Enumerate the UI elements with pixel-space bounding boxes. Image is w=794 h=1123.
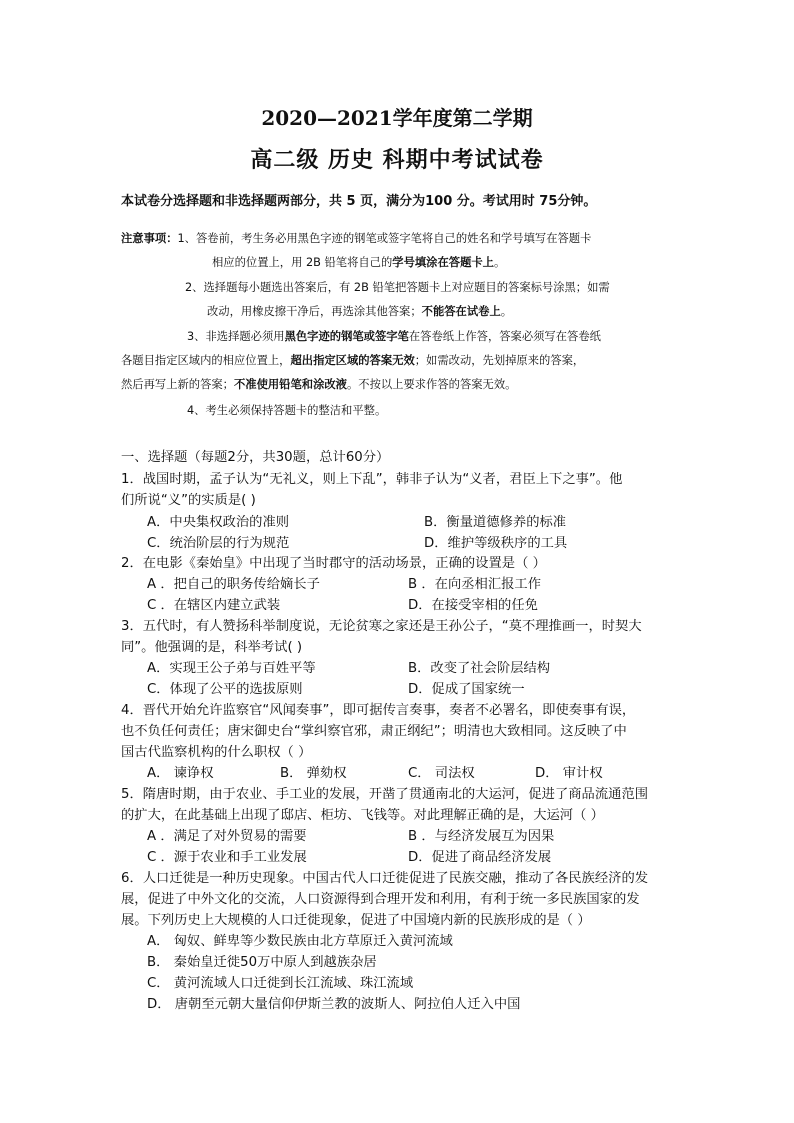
exam-intro: 本试卷分选择题和非选择题两部分，共 5 页，满分为100 分。考试用时 75分钟。 bbox=[121, 194, 597, 209]
question-4-option-b: B． 弹劾权 bbox=[280, 766, 347, 781]
note-1-text-a: 1、答卷前，考生务必用黑色字迹的钢笔或签字笔将自己的姓名和学号填写在答题卡 bbox=[177, 232, 592, 245]
question-4-option-c: C． 司法权 bbox=[408, 766, 475, 781]
note-1-line-1 bbox=[121, 230, 591, 246]
note-3-text-c: 然后再写上新的答案； bbox=[121, 378, 234, 391]
exam-subject-title: 高二级 历史 科期中考试试卷 bbox=[250, 147, 544, 173]
question-6-line-2: 展，促进了中外文化的交流，人口资源得到合理开发和利用，有利于统一多民族国家的发 bbox=[121, 892, 640, 907]
question-4-option-d: D． 审计权 bbox=[535, 766, 603, 781]
note-2-end: 。 bbox=[500, 305, 513, 318]
question-1-option-c: C．统治阶层的行为规范 bbox=[147, 536, 290, 551]
question-5-option-b: B ．与经济发展互为因果 bbox=[408, 829, 555, 844]
question-2-option-a: A ．把自己的职务传给嫡长子 bbox=[147, 577, 320, 592]
question-1-option-a: A．中央集权政治的准则 bbox=[147, 515, 290, 530]
note-3-bold-c: 不准使用铅笔和涂改液 bbox=[233, 378, 347, 391]
note-3-text-c2: 。不按以上要求作答的答案无效。 bbox=[346, 378, 517, 391]
note-2-line-1 bbox=[185, 279, 610, 295]
note-3-text-b: 各题目指定区域内的相应位置上， bbox=[121, 354, 291, 367]
question-2-line-1: 2．在电影《秦始皇》中出现了当时郡守的活动场景，正确的设置是（ ） bbox=[121, 556, 546, 571]
note-2-line-2 bbox=[207, 303, 512, 319]
note-2-bold: 不能答在试卷上 bbox=[421, 305, 501, 318]
question-2-option-c: C ．在辖区内建立武装 bbox=[147, 598, 281, 613]
question-1-option-b: B．衡量道德修养的标准 bbox=[424, 515, 567, 530]
note-1-line-2 bbox=[212, 254, 505, 270]
question-4-option-a: A． 谏诤权 bbox=[147, 766, 214, 781]
note-3-bold-a: 黑色字迹的钢笔或签字笔 bbox=[284, 330, 409, 343]
question-5-option-d: D．促进了商品经济发展 bbox=[408, 850, 552, 865]
note-4 bbox=[187, 402, 386, 418]
question-6-option-c: C． 黄河流域人口迁徙到长江流域、珠江流域 bbox=[147, 976, 414, 991]
note-2-text-b: 改动，用橡皮擦干净后，再选涂其他答案； bbox=[207, 305, 422, 318]
note-2-text-a: 2、选择题每小题选出答案后，有 2B 铅笔把答题卡上对应题目的答案标号涂黑；如需 bbox=[185, 281, 610, 294]
section-heading: 一、选择题（每题2分，共30题，总计60分） bbox=[121, 450, 390, 465]
question-4-line-1: 4．晋代开始允许监察官“风闻奏事”，即可据传言奏事，奏者不必署名，即使奏事有误， bbox=[121, 703, 636, 718]
question-5-option-c: C ．源于农业和手工业发展 bbox=[147, 850, 307, 865]
question-5-line-2: 的扩大，在此基础上出现了邸店、柜坊、飞钱等。对此理解正确的是，大运河（ ） bbox=[121, 808, 604, 823]
question-6-line-3: 展。下列历史上大规模的人口迁徙现象，促进了中国境内新的民族形成的是（ ） bbox=[121, 913, 591, 928]
note-1-end: 。 bbox=[493, 256, 506, 269]
note-3-line-2 bbox=[121, 352, 584, 368]
question-3-line-1: 3．五代时，有人赞扬科举制度说，无论贫寒之家还是王孙公子，“莫不理推画一，时契大 bbox=[121, 619, 642, 634]
note-3-text-b2: ；如需改动，先划掉原来的答案， bbox=[414, 354, 585, 367]
notes-label: 注意事项： bbox=[121, 232, 178, 245]
question-3-option-a: A．实现王公子弟与百姓平等 bbox=[147, 661, 316, 676]
question-2-option-b: B ．在向丞相汇报工作 bbox=[408, 577, 542, 592]
question-3-option-c: C．体现了公平的选拔原则 bbox=[147, 682, 303, 697]
question-1-line-2: 们所说“义”的实质是( ) bbox=[121, 493, 256, 508]
note-1-text-b: 相应的位置上，用 2B 铅笔将自己的 bbox=[212, 256, 393, 269]
question-6-line-1: 6．人口迁徙是一种历史现象。中国古代人口迁徙促进了民族交融，推动了各民族经济的发 bbox=[121, 871, 649, 886]
question-3-option-d: D．促成了国家统一 bbox=[408, 682, 525, 697]
question-6-option-b: B． 秦始皇迁徙50万中原人到越族杂居 bbox=[147, 955, 377, 970]
note-3-line-3 bbox=[121, 376, 516, 392]
note-4-text: 4、考生必须保持答题卡的整洁和平整。 bbox=[187, 404, 387, 417]
note-3-bold-b: 超出指定区域的答案无效 bbox=[290, 354, 415, 367]
question-3-line-2: 同”。他强调的是，科举考试( ) bbox=[121, 640, 303, 655]
question-2-option-d: D．在接受宰相的任免 bbox=[408, 598, 538, 613]
question-6-option-a: A． 匈奴、鲜卑等少数民族由北方草原迁入黄河流域 bbox=[147, 934, 453, 949]
question-4-line-3: 国古代监察机构的什么职权（ ） bbox=[121, 745, 312, 760]
note-3-text-a: 3、非选择题必须用 bbox=[187, 330, 285, 343]
question-5-option-a: A ．满足了对外贸易的需要 bbox=[147, 829, 307, 844]
question-5-line-1: 5．隋唐时期，由于农业、手工业的发展，开凿了贯通南北的大运河，促进了商品流通范围 bbox=[121, 787, 649, 802]
question-1-line-1: 1．战国时期，孟子认为“无礼义，则上下乱”，韩非子认为“义者，君臣上下之事”。他 bbox=[121, 472, 623, 487]
question-6-option-d: D． 唐朝至元朝大量信仰伊斯兰教的波斯人、阿拉伯人迁入中国 bbox=[147, 997, 521, 1012]
note-3-text-a2: 在答卷纸上作答，答案必须写在答卷纸 bbox=[408, 330, 601, 343]
question-1-option-d: D．维护等级秩序的工具 bbox=[424, 536, 568, 551]
exam-term-title: 2020—2021学年度第二学期 bbox=[261, 106, 533, 130]
note-1-bold: 学号填涂在答题卡上 bbox=[392, 256, 494, 269]
note-3-line-1 bbox=[187, 328, 601, 344]
question-3-option-b: B．改变了社会阶层结构 bbox=[408, 661, 551, 676]
question-4-line-2: 也不负任何责任；唐宋御史台“掌纠察官邪，肃正纲纪”；明清也大致相同。这反映了中 bbox=[121, 724, 627, 739]
